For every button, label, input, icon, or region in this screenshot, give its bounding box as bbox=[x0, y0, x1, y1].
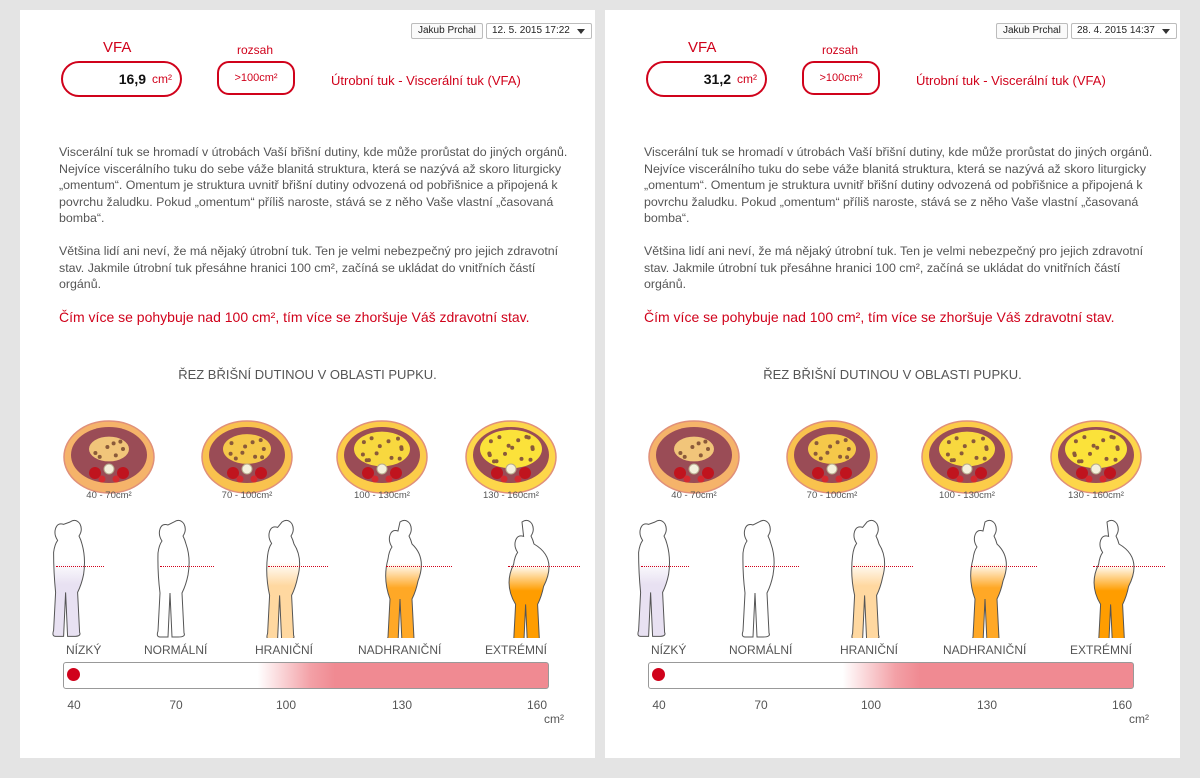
vfa-value: 31,2 bbox=[703, 71, 731, 87]
user-button[interactable]: Jakub Prchal bbox=[411, 23, 483, 39]
scale-tick-label: 40 bbox=[652, 698, 666, 712]
body-silhouette-icon bbox=[943, 516, 1033, 638]
section-title: ŘEZ BŘIŠNÍ DUTINOU V OBLASTI PUPKU. bbox=[763, 367, 1022, 382]
waist-line-marker bbox=[971, 566, 1037, 567]
waist-line-marker bbox=[853, 566, 913, 567]
category-label: NÍZKÝ bbox=[651, 643, 687, 657]
category-label: EXTRÉMNÍ bbox=[1070, 643, 1133, 657]
vfa-unit: cm² bbox=[152, 72, 172, 86]
vfa-value-box bbox=[646, 61, 767, 97]
category-label: NÍZKÝ bbox=[66, 643, 102, 657]
body-silhouette-icon bbox=[480, 516, 570, 638]
date-value: 28. 4. 2015 14:37 bbox=[1077, 25, 1155, 36]
report-panel-right bbox=[605, 10, 1180, 758]
cross-section-label: 100 - 130cm² bbox=[939, 490, 995, 501]
scale-tick-label: 160 bbox=[526, 698, 548, 712]
waist-line-marker bbox=[745, 566, 799, 567]
date-value: 12. 5. 2015 17:22 bbox=[492, 25, 570, 36]
abdomen-cross-section-icon bbox=[464, 417, 558, 495]
dropdown-arrow-icon[interactable] bbox=[577, 29, 585, 34]
report-panel-left bbox=[20, 10, 595, 758]
scale-unit: cm² bbox=[544, 712, 564, 726]
waist-line-marker bbox=[268, 566, 328, 567]
scale-tick-label: 100 bbox=[275, 698, 297, 712]
scale-unit: cm² bbox=[1129, 712, 1149, 726]
vfa-value-box bbox=[61, 61, 182, 97]
abdomen-cross-section-icon bbox=[335, 417, 429, 495]
scale-tick-label: 160 bbox=[1111, 698, 1133, 712]
range-value-box: >100cm² bbox=[802, 61, 880, 95]
body-silhouette-icon bbox=[717, 516, 807, 638]
category-label: EXTRÉMNÍ bbox=[485, 643, 548, 657]
category-label: NORMÁLNÍ bbox=[144, 643, 208, 657]
category-label: NADHRANIČNÍ bbox=[943, 643, 1027, 657]
cross-section-label: 70 - 100cm² bbox=[221, 490, 273, 501]
category-label: HRANIČNÍ bbox=[255, 643, 314, 657]
category-label: HRANIČNÍ bbox=[840, 643, 899, 657]
waist-line-marker bbox=[508, 566, 580, 567]
range-label: rozsah bbox=[237, 43, 274, 57]
vfa-label: VFA bbox=[103, 39, 132, 56]
abdomen-cross-section-icon bbox=[647, 417, 741, 495]
body-silhouette-icon bbox=[358, 516, 448, 638]
description-paragraph-1: Viscerální tuk se hromadí v útrobách Vaší břišní dutiny, kde může prorůstat do jiných orgánů. Nejvíce viscerálního tuku do sebe váže blanitá struktura, která se nazývá až skoro liturgicky „omentum“. Omentum je struktura uvnitř břišní dutiny odvozená od pobřišnice a připojená k povrchu žaludku. Pokud „omentum“ příliš naroste, stává se z něho Vaše vlastní „časovaná bomba“. bbox=[644, 145, 1153, 225]
description-paragraph-1: Viscerální tuk se hromadí v útrobách Vaší břišní dutiny, kde může prorůstat do jiných orgánů. Nejvíce viscerálního tuku do sebe váže blanitá struktura, která se nazývá až skoro liturgicky „omentum“. Omentum je struktura uvnitř břišní dutiny odvozená od pobřišnice a připojená k povrchu žaludku. Pokud „omentum“ příliš naroste, stává se z něho Vaše vlastní „časovaná bomba“. bbox=[59, 145, 568, 225]
warning-text: Čím více se pohybuje nad 100 cm², tím více se zhoršuje Váš zdravotní stav. bbox=[644, 309, 1115, 325]
body-silhouette-icon bbox=[1065, 516, 1155, 638]
scale-tick-label: 130 bbox=[391, 698, 413, 712]
category-label: NADHRANIČNÍ bbox=[358, 643, 442, 657]
range-value-box: >100cm² bbox=[217, 61, 295, 95]
vfa-unit: cm² bbox=[737, 72, 757, 86]
vfa-marker bbox=[652, 668, 665, 681]
waist-line-marker bbox=[1093, 566, 1165, 567]
category-label: NORMÁLNÍ bbox=[729, 643, 793, 657]
cross-section-label: 70 - 100cm² bbox=[806, 490, 858, 501]
vfa-value: 16,9 bbox=[118, 71, 146, 87]
abdomen-cross-section-icon bbox=[920, 417, 1014, 495]
scale-tick-label: 70 bbox=[169, 698, 183, 712]
section-title: ŘEZ BŘIŠNÍ DUTINOU V OBLASTI PUPKU. bbox=[178, 367, 437, 382]
abdomen-cross-section-icon bbox=[1049, 417, 1143, 495]
waist-line-marker bbox=[56, 566, 104, 567]
scale-tick-label: 130 bbox=[976, 698, 998, 712]
dropdown-arrow-icon[interactable] bbox=[1162, 29, 1170, 34]
scale-tick-label: 70 bbox=[754, 698, 768, 712]
vfa-label: VFA bbox=[688, 39, 717, 56]
date-select[interactable] bbox=[486, 23, 592, 39]
warning-text: Čím více se pohybuje nad 100 cm², tím více se zhoršuje Váš zdravotní stav. bbox=[59, 309, 530, 325]
waist-line-marker bbox=[160, 566, 214, 567]
date-select[interactable] bbox=[1071, 23, 1177, 39]
body-silhouette-icon bbox=[240, 516, 330, 638]
cross-section-label: 40 - 70cm² bbox=[86, 490, 132, 501]
abdomen-cross-section-icon bbox=[785, 417, 879, 495]
vfa-scale-bar bbox=[63, 662, 549, 689]
body-silhouette-icon bbox=[28, 516, 118, 638]
body-silhouette-icon bbox=[613, 516, 703, 638]
waist-line-marker bbox=[386, 566, 452, 567]
user-button[interactable]: Jakub Prchal bbox=[996, 23, 1068, 39]
body-silhouette-icon bbox=[825, 516, 915, 638]
vfa-scale-bar bbox=[648, 662, 1134, 689]
panel-heading: Útrobní tuk - Viscerální tuk (VFA) bbox=[916, 73, 1106, 88]
description-paragraph-2: Většina lidí ani neví, že má nějaký útrobní tuk. Ten je velmi nebezpečný pro jejich zdravotní stav. Jakmile útrobní tuk přesáhne hranici 100 cm², začíná se ukládat do vnitřních částí orgánů. bbox=[59, 244, 559, 291]
scale-tick-label: 40 bbox=[67, 698, 81, 712]
scale-tick-label: 100 bbox=[860, 698, 882, 712]
range-label: rozsah bbox=[822, 43, 859, 57]
cross-section-label: 100 - 130cm² bbox=[354, 490, 410, 501]
panel-heading: Útrobní tuk - Viscerální tuk (VFA) bbox=[331, 73, 521, 88]
body-silhouette-icon bbox=[132, 516, 222, 638]
cross-section-label: 130 - 160cm² bbox=[483, 490, 539, 501]
vfa-marker bbox=[67, 668, 80, 681]
waist-line-marker bbox=[641, 566, 689, 567]
cross-section-label: 130 - 160cm² bbox=[1068, 490, 1124, 501]
abdomen-cross-section-icon bbox=[62, 417, 156, 495]
cross-section-label: 40 - 70cm² bbox=[671, 490, 717, 501]
abdomen-cross-section-icon bbox=[200, 417, 294, 495]
description-paragraph-2: Většina lidí ani neví, že má nějaký útrobní tuk. Ten je velmi nebezpečný pro jejich zdravotní stav. Jakmile útrobní tuk přesáhne hranici 100 cm², začíná se ukládat do vnitřních částí orgánů. bbox=[644, 244, 1144, 291]
